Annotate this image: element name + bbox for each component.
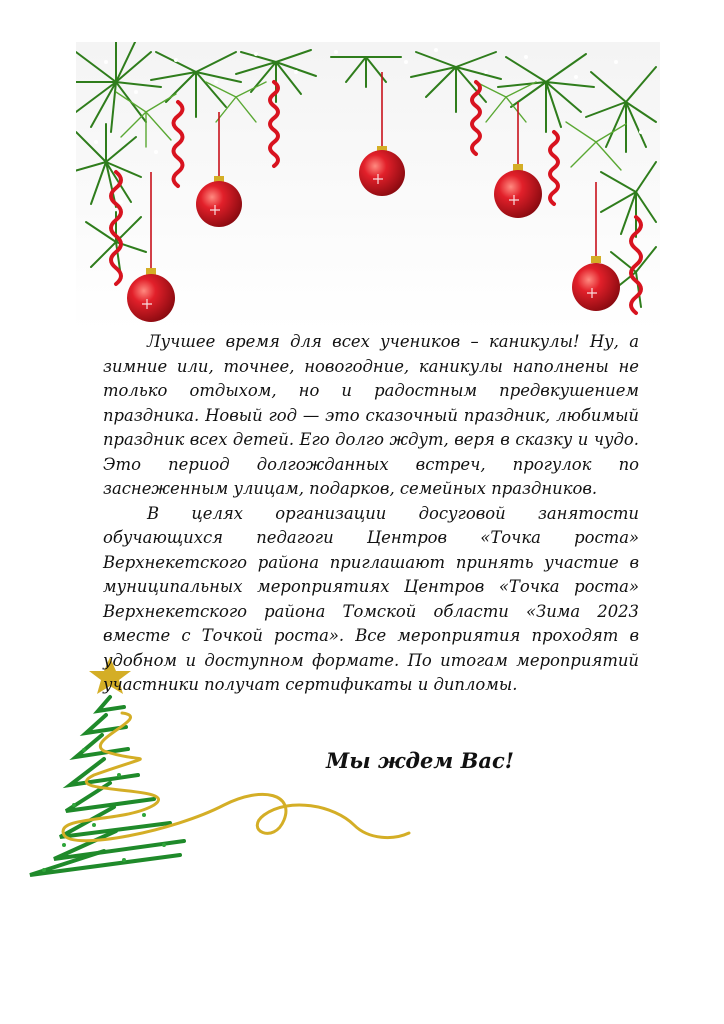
letter-paragraph-2: В целях организации досуговой занятости обучающихся педагоги Центров «Точка роста» Верхнекетского района приглашают принять участие в муниципальных мероприятиях Центров «Точка роста» Верхнекетского района Томской области «Зима 2023 вместе с Точкой роста». Все мероприятия проходят в удобном и доступном формате. По итогам мероприятий участники получат сертификаты и дипломы. [103,503,639,694]
letter-body [103,330,639,698]
letter-paragraph-1: Лучшее время для всех учеников – каникулы! Ну, а зимние или, точнее, новогодние, каникулы наполнены не только отдыхом, но и радостным предвкушением праздника. Новый год — это сказочный праздник, любимый праздник всех детей. Его долго ждут, веря в сказку и чудо. Это период долгожданных встреч, прогулок по заснеженным улицам, подарков, семейных праздников. [103,332,639,498]
signoff-heading: Мы ждем Вас! [326,748,514,773]
christmas-branches-ornaments-icon [76,42,660,332]
christmas-banner [76,42,660,332]
